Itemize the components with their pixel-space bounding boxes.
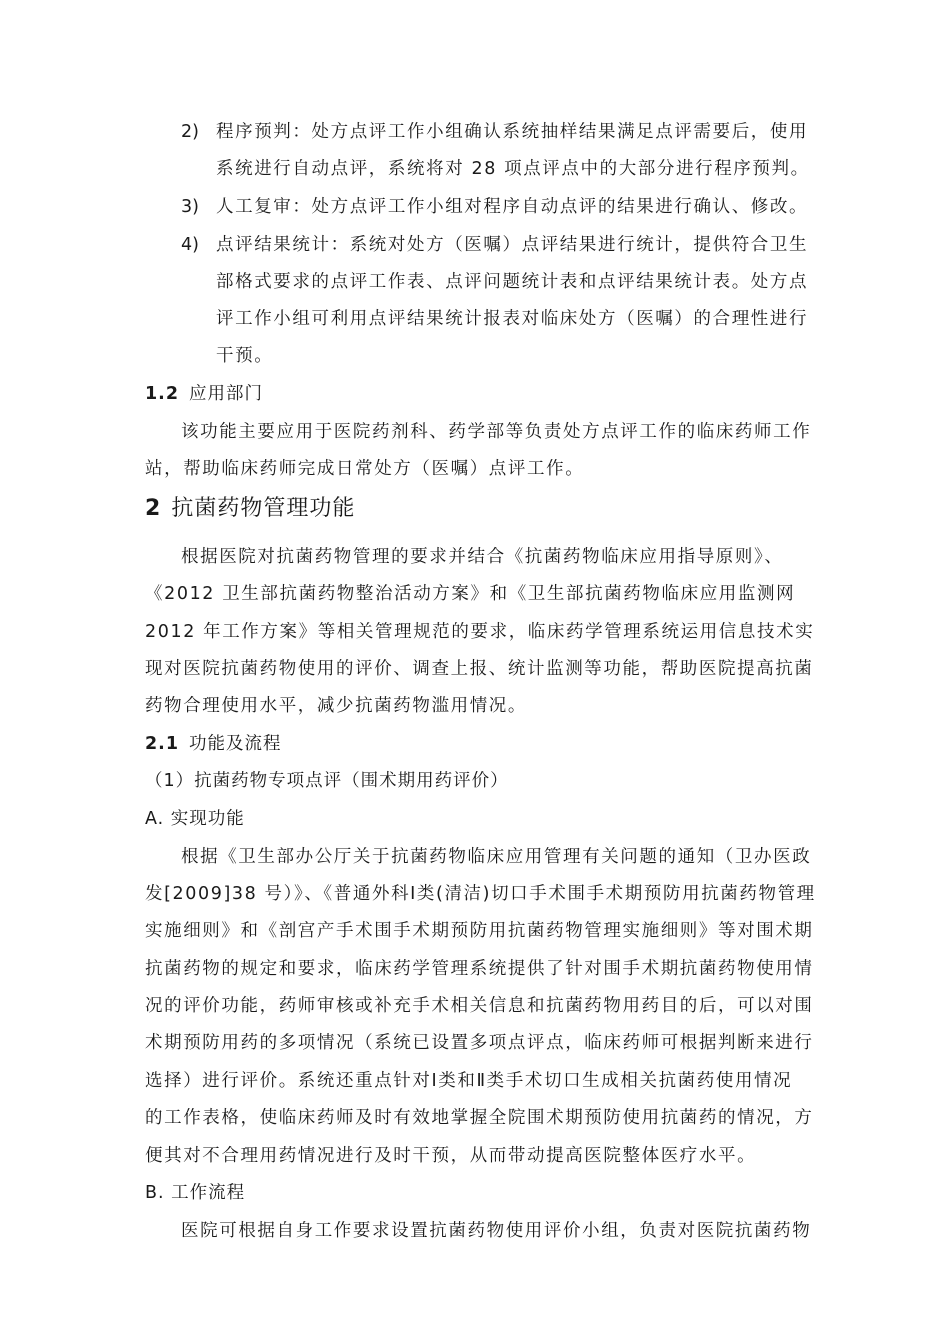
paragraph-line: 医院可根据自身工作要求设置抗菌药物使用评价小组，负责对医院抗菌药物: [181, 1221, 812, 1241]
section-title: 抗菌药物管理功能: [171, 496, 356, 521]
list-item-line: 干预。: [216, 346, 274, 366]
paragraph-line: 现对医院抗菌药物使用的评价、调查上报、统计监测等功能，帮助医院提高抗菌: [145, 659, 814, 679]
paragraph-line: 根据医院对抗菌药物管理的要求并结合《抗菌药物临床应用指导原则》、: [181, 547, 784, 567]
list-item-line: 评工作小组可利用点评结果统计报表对临床处方（医嘱）的合理性进行: [216, 309, 809, 329]
paragraph-line: 站，帮助临床药师完成日常处方（医嘱）点评工作。: [145, 459, 585, 479]
paragraph-line: 抗菌药物的规定和要求，临床药学管理系统提供了针对围手术期抗菌药物使用情: [145, 959, 814, 979]
list-number: 2): [181, 122, 199, 142]
list-item-line: 部格式要求的点评工作表、点评问题统计表和点评结果统计表。处方点: [216, 272, 809, 292]
paragraph-line: 的工作表格，使临床药师及时有效地掌握全院围术期预防使用抗菌药的情况，方: [145, 1108, 814, 1128]
section-title: 功能及流程: [189, 734, 282, 754]
paragraph-line: 该功能主要应用于医院药剂科、药学部等负责处方点评工作的临床药师工作: [181, 422, 812, 442]
section-number: 1.2: [145, 384, 180, 404]
paragraph-line: 选择）进行评价。系统还重点针对Ⅰ类和Ⅱ类手术切口生成相关抗菌药使用情况: [145, 1071, 793, 1091]
section-heading-2-1: [145, 732, 282, 756]
paragraph-line: 实施细则》和《剖宫产手术围手术期预防用抗菌药物管理实施细则》等对围术期: [145, 921, 814, 941]
list-item-line: 点评结果统计：系统对处方（医嘱）点评结果进行统计，提供符合卫生: [216, 235, 809, 255]
paragraph-line: 根据《卫生部办公厅关于抗菌药物临床应用管理有关问题的通知（卫办医政: [181, 847, 812, 867]
section-title: 应用部门: [189, 384, 264, 404]
subheading-b: B. 工作流程: [145, 1183, 246, 1203]
list-item-line: 人工复审：处方点评工作小组对程序自动点评的结果进行确认、修改。: [216, 197, 809, 217]
section-heading-2: [145, 495, 355, 523]
section-heading-1-2: [145, 382, 263, 406]
paragraph-line: 况的评价功能，药师审核或补充手术相关信息和抗菌药物用药目的后，可以对围: [145, 996, 814, 1016]
paragraph-line: 药物合理使用水平，减少抗菌药物滥用情况。: [145, 696, 527, 716]
list-item-line: 系统进行自动点评，系统将对 28 项点评点中的大部分进行程序预判。: [216, 159, 810, 179]
subheading-a: A. 实现功能: [145, 809, 245, 829]
list-number: 3): [181, 197, 199, 217]
section-number: 2: [145, 496, 162, 521]
subheading-1: （1）抗菌药物专项点评（围术期用药评价）: [145, 771, 509, 791]
paragraph-line: 术期预防用药的多项情况（系统已设置多项点评点，临床药师可根据判断来进行: [145, 1033, 814, 1053]
paragraph-line: 发[2009]38 号）》、《普通外科Ⅰ类(清洁)切口手术围手术期预防用抗菌药物管理: [145, 884, 816, 904]
paragraph-line: 《2012 卫生部抗菌药物整治活动方案》和《卫生部抗菌药物临床应用监测网: [145, 584, 796, 604]
list-item-line: 程序预判：处方点评工作小组确认系统抽样结果满足点评需要后，使用: [216, 122, 809, 142]
paragraph-line: 便其对不合理用药情况进行及时干预，从而带动提高医院整体医疗水平。: [145, 1146, 757, 1166]
list-number: 4): [181, 235, 199, 255]
paragraph-line: 2012 年工作方案》等相关管理规范的要求，临床药学管理系统运用信息技术实: [145, 622, 815, 642]
section-number: 2.1: [145, 734, 180, 754]
